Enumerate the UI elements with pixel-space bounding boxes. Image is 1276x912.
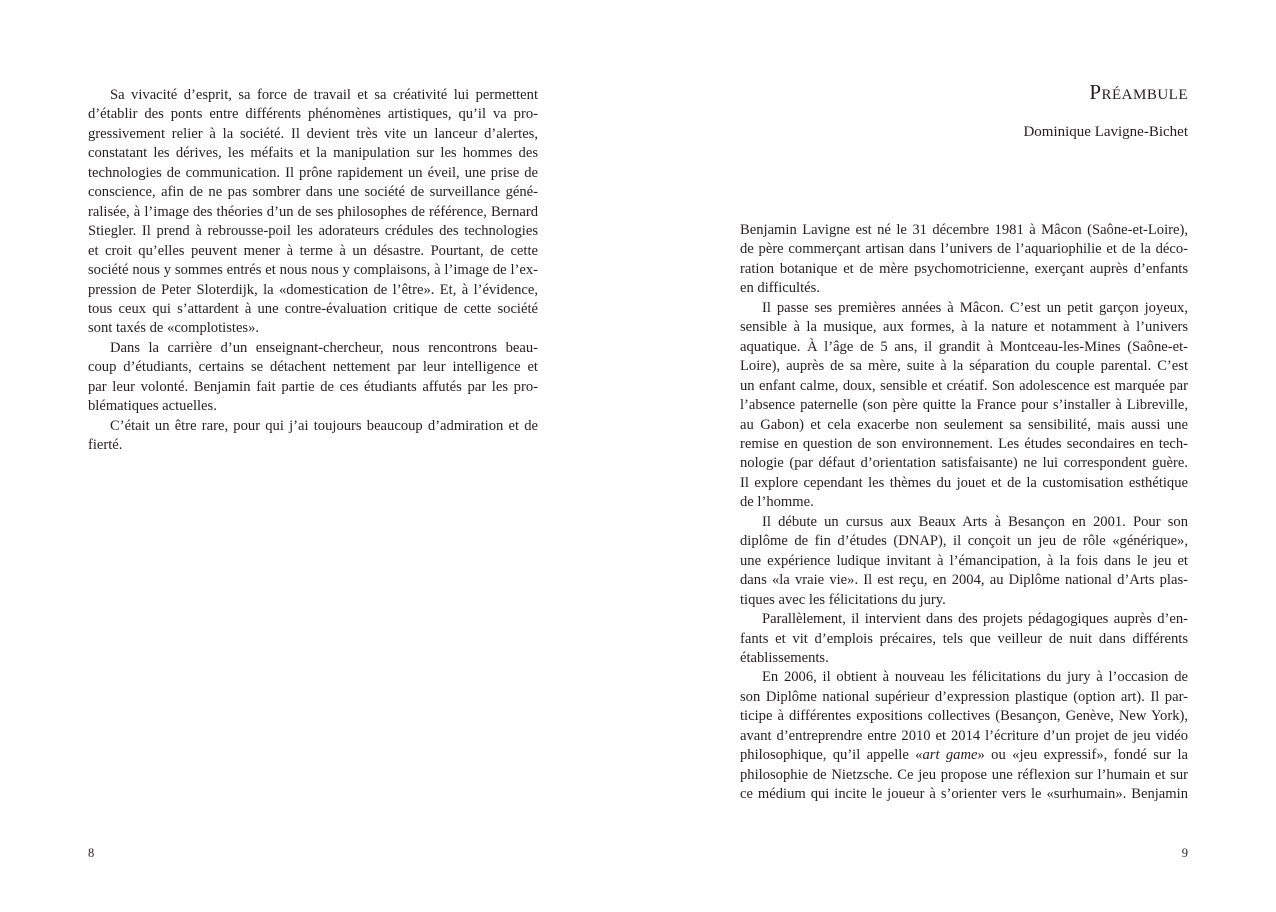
text-line: son Diplôme national supérieur d’expression plastique (option art). Il par- <box>740 688 1188 705</box>
text-line: Dans la carrière d’un enseignant-chercheur, nous rencontrons beau- <box>110 339 538 356</box>
text-line: blématiques actuelles. <box>88 398 217 415</box>
text-line: fierté. <box>88 437 123 454</box>
text-line: constatant les dérives, les méfaits et la manipulation sur les hommes des <box>88 145 538 162</box>
text-line: de l’homme. <box>740 494 814 511</box>
text-line: en difficultés. <box>740 280 820 297</box>
text-line: de père commerçant artisan dans l’univers de l’aquariophilie et de la déco- <box>740 241 1188 258</box>
text-line: Sa vivacité d’esprit, sa force de travail et sa créativité lui permettent <box>110 87 538 103</box>
paragraph <box>88 86 538 339</box>
text-line: ticipe à différentes expositions collectives (Besançon, Genève, New York), <box>740 708 1188 725</box>
chapter-title: Préambule <box>1089 80 1188 104</box>
chapter-author: Dominique Lavigne-Bichet <box>1023 124 1188 140</box>
text-line: diplôme de fin d’études (DNAP), il conçoit un jeu de rôle «générique», <box>740 533 1188 550</box>
text-segment: philosophique, qu’il appelle « <box>740 747 923 764</box>
text-line <box>740 746 1188 765</box>
text-line: aquatique. À l’âge de 5 ans, il grandit à Montceau-les-Mines (Saône-et- <box>740 338 1188 355</box>
left-page-body <box>88 86 538 456</box>
text-line: fants et vit d’emplois précaires, tels que veilleur de nuit dans différents <box>740 630 1188 647</box>
text-line: C’était un être rare, pour qui j’ai toujours beaucoup d’admiration et de <box>110 417 538 434</box>
text-line: d’établir des ponts entre différents phénomènes artistiques, qu’il va pro- <box>88 106 538 123</box>
paragraph <box>88 417 538 456</box>
text-line: Il débute un cursus aux Beaux Arts à Besançon en 2001. Pour son <box>762 513 1188 530</box>
text-line: Benjamin Lavigne est né le 31 décembre 1981 à Mâcon (Saône-et-Loire), <box>740 222 1188 238</box>
text-line: gressivement relier à la société. Il devient très vite un lanceur d’alertes, <box>88 125 538 142</box>
text-line: Stiegler. Il prend à rebrousse-poil les adorateurs crédules des technologies <box>88 223 538 240</box>
italic-phrase: art game <box>922 747 978 764</box>
paragraph <box>88 339 538 417</box>
text-line: coup d’étudiants, certains se détachent nettement par leur intelligence et <box>88 359 538 376</box>
text-line: Il passe ses premières années à Mâcon. C’est un petit garçon joyeux, <box>762 299 1188 316</box>
text-line: ration botanique et de mère psychomotricienne, exerçant auprès d’enfants <box>740 260 1188 277</box>
text-line: une expérience ludique invitant à l’émancipation, à la fois dans le jeu et <box>740 552 1188 569</box>
text-line: dans «la vraie vie». Il est reçu, en 2004, au Diplôme national d’Arts plas- <box>740 572 1188 589</box>
text-line: établissements. <box>740 649 829 666</box>
text-line: Parallèlement, il intervient dans des projets pédagogiques auprès d’en- <box>762 611 1188 628</box>
text-line: conscience, afin de ne pas sombrer dans une société de surveillance géné- <box>88 184 538 201</box>
paragraph <box>740 668 1188 804</box>
page-number-right: 9 <box>1181 846 1188 860</box>
paragraph <box>740 610 1188 668</box>
text-line: nologie (par défaut d’orientation satisfaisante) ne lui correspondent guère. <box>740 455 1188 472</box>
text-line: au Gabon) et cela exacerbe non seulement sa sensibilité, mais aussi une <box>740 416 1188 433</box>
text-line: tous ceux qui s’attardent à une contre-évaluation critique de cette société <box>88 300 538 317</box>
text-line: par leur volonté. Benjamin fait partie de ces étudiants affutés par les pro- <box>88 378 538 395</box>
text-line: Il explore cependant les thèmes du jouet et de la customisation esthétique <box>740 474 1188 491</box>
text-line: tiques avec les félicitations du jury. <box>740 591 946 608</box>
text-line: En 2006, il obtient à nouveau les félicitations du jury à l’occasion de <box>762 669 1188 686</box>
text-line: et croit qu’elles peuvent mener à terme à un désastre. Pourtant, de cette <box>88 242 538 259</box>
text-line: sensible à la musique, aux formes, à la nature et notamment à l’univers <box>740 319 1188 336</box>
text-line: l’absence paternelle (son père quitte la France pour s’installer à Libreville, <box>740 397 1188 414</box>
right-page-body <box>740 221 1188 805</box>
text-line: ralisée, à l’image des théories d’un de ses philosophes de référence, Bernard <box>88 203 538 220</box>
text-segment: » ou «jeu expressif», fondé sur la <box>977 747 1188 764</box>
paragraph <box>740 221 1188 299</box>
text-line: philosophie de Nietzsche. Ce jeu propose une réflexion sur l’humain et sur <box>740 766 1188 783</box>
text-line: société nous y sommes entrés et nous nous y complaisons, à l’image de l’ex- <box>88 262 538 279</box>
text-line: un enfant calme, doux, sensible et créatif. Son adolescence est marquée par <box>740 377 1188 394</box>
page-number-left: 8 <box>88 846 95 860</box>
paragraph <box>740 513 1188 610</box>
text-line: Loire), auprès de sa mère, suite à la séparation du couple parental. C’est <box>740 358 1188 375</box>
text-line: technologies de communication. Il prône rapidement un éveil, une prise de <box>88 164 538 181</box>
text-line: sont taxés de «complotistes». <box>88 320 260 337</box>
paragraph <box>740 299 1188 513</box>
text-line: pression de Peter Sloterdijk, la «domestication de l’être». Et, à l’évidence, <box>88 281 538 298</box>
text-line: remise en question de son environnement. Les études secondaires en tech- <box>740 435 1188 452</box>
text-line: avant d’entreprendre entre 2010 et 2014 l’écriture d’un projet de jeu vidéo <box>740 727 1188 744</box>
text-line: ce médium qui incite le joueur à s’orienter vers le «surhumain». Benjamin <box>740 786 1188 803</box>
